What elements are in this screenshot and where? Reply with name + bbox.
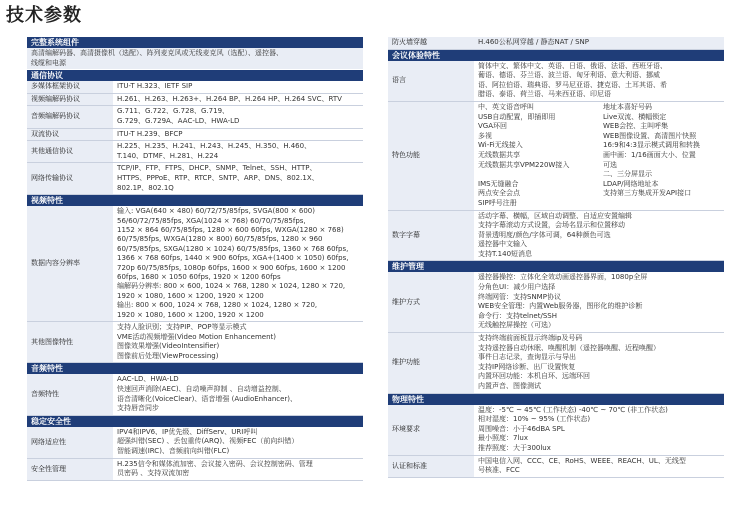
section-header-security: 稳定安全性 (27, 416, 363, 427)
spec-value: G.711、G.722、G.728、G.719、 G.729、G.729A、AAC-LD、HWA-LD (117, 107, 240, 125)
spec-row (27, 106, 363, 128)
spec-label: 特色功能 (388, 102, 474, 210)
section-header-conference: 会议体验特性 (388, 50, 724, 61)
spec-value: IPV4和IPV6、IP优先级、DiffServ、URI呼叫 超强纠错(SEC) 、丢包重传(ARQ)、视频FEC（前向纠错） 智能调速(IRC)、音频前向纠错(FLC) (117, 427, 299, 455)
left-spec-column (27, 37, 363, 481)
spec-row (27, 427, 363, 459)
spec-row (388, 272, 724, 333)
spec-value: 活动字幕、横幅，区域自动调整、自适应安置编辑 支持字幕滚动方式设置，会场名显示和位置移动 背景透明度/颜色/字体可调，64种颜色可选 遥控器中文输入 支持T.140短消息 (478, 211, 632, 258)
spec-row (27, 374, 363, 415)
spec-value: 输入: VGA(640 × 480) 60/72/75/85fps, SVGA(800 × 600) 56/60/72/75/85fps, XGA(1024 × 768) 60/70/75/85fps, 1152 × 864 60/75/85fps, 1280 × 600 60fps, WXGA(1280 × 768) 60/75/85fps, WXGA(1280 × 800) 60/75/85fps, 1280 × 960 60/75/85fps, SXGA(1280 × 1024) 60/75/85fps, 1360 × 768 60fps, 1366 × 768 60fps, 1440 × 900 60fps, XGA+(1400 × 1050) 60fps, 720p 60/75/85fps, 1080p 60fps, 1600 × 900 60fps, 1600 × 1200 60fps, 1680 × 1050 60fps, 1920 × 1200 60fps 编解码分辨率: 800 × 600, 1024 × 768, 1280 × 1024, 1280 × 720, 1920 × 1080, 1600 × 1200, 1920 × 1200 输出: 800 × 600, 1024 × 768, 1280 × 1024, 1280 × 720, 1920 × 1080, 1600 × 1200, 1920 × 1200 (117, 207, 349, 319)
spec-row (388, 102, 724, 211)
section-header-maintenance: 维护管理 (388, 261, 724, 272)
spec-row (388, 456, 724, 478)
spec-label: 多媒体框架协议 (27, 81, 113, 93)
spec-label: 环境要求 (388, 405, 474, 455)
spec-label: 其他图像特性 (27, 322, 113, 362)
spec-row (27, 94, 363, 107)
spec-label: 音频编解码协议 (27, 106, 113, 127)
section-header-audio: 音频特性 (27, 363, 363, 374)
spec-value: H.460公私网穿越 / 静态NAT / SNP (478, 38, 590, 46)
spec-row (388, 405, 724, 456)
spec-label: 维护功能 (388, 333, 474, 393)
spec-label: 维护方式 (388, 272, 474, 332)
spec-row (388, 211, 724, 262)
page-title: 技术参数 (6, 5, 82, 26)
spec-label: 其他通信协议 (27, 141, 113, 162)
spec-label: 双流协议 (27, 129, 113, 141)
spec-label: 音频特性 (27, 374, 113, 414)
spec-row (388, 37, 724, 50)
spec-row (27, 459, 363, 481)
section-header-system: 完整系统组件 (27, 37, 363, 48)
spec-value: H.235信令和媒体流加密、会议接入密码、会议控制密码、管理 员密码 、支持双流加密 (117, 459, 313, 478)
spec-row (27, 129, 363, 142)
spec-label: 认证和标准 (388, 456, 474, 477)
spec-row (27, 163, 363, 195)
spec-value: ITU-T H.323、IETF SIP (117, 82, 193, 91)
spec-label: 数据内容分辨率 (27, 206, 113, 321)
right-spec-column (388, 37, 724, 478)
feature-columns (474, 102, 724, 210)
spec-value: 支持终端前面板显示终端ip及号码 支持遥控器自动休眠、唤醒机制（遥控器唤醒、近程唤醒） 事件日志记录，查询显示与导出 支持IP网络诊断、出厂设置恢复 内置环回功能：本机自环、远端环回 内置声音、图像测试 (478, 334, 660, 390)
spec-row (27, 81, 363, 94)
spec-label: 安全性管理 (27, 459, 113, 480)
spec-row (27, 322, 363, 363)
spec-label: 网络传输协议 (27, 163, 113, 194)
spec-row (388, 333, 724, 394)
spec-value: ITU-T H.239、BFCP (117, 129, 183, 138)
section-header-physical: 物理特性 (388, 394, 724, 405)
spec-label: 语言 (388, 61, 474, 101)
spec-value-col2: 地址本喜好号码 Live双流、横幅锁定 WEB会控、主叫呼集 WEB图像设置、高清图片快照 16:9和4:3显示模式调用和转换 画中画：1/16画面大小、位置 可选 二、三分屏显示 LDAP/网络地址本 支持第三方集成开发API接口 (603, 102, 700, 198)
spec-label: 数字字幕 (388, 211, 474, 261)
spec-value: TCP/IP、FTP、FTPS、DHCP、SNMP、Telnet、SSH、HTTP、 HTTPS、PPPoE、RTP、RTCP、SNTP、ARP、DNS、802.1X、 802.1P、802.1Q (117, 164, 319, 192)
spec-row (388, 61, 724, 102)
system-components-row (27, 48, 363, 70)
spec-label: 视频编解码协议 (27, 94, 113, 106)
spec-value: H.261、H.263、H.263+、H.264 BP、H.264 HP、H.264 SVC、RTV (117, 94, 342, 103)
spec-value: H.225、H.235、H.241、H.243、H.245、H.350、H.460、 T.140、DTMF、H.281、H.224 (117, 142, 312, 160)
spec-label: 防火墙穿越 (388, 37, 474, 49)
spec-value: 中国电信入网、CCC、CE、RoHS、WEEE、REACH、UL、无线型 号核准、FCC (478, 456, 686, 475)
spec-value: 温度：-5℃ ~ 45℃ (工作状态) -40℃ ~ 70℃ (非工作状态) 相对湿度：10% ~ 95% (工作状态) 周围噪音：小于46dBA SPL 最小照度：7lux 推荐照度：大于300lux (478, 405, 668, 452)
spec-row (27, 141, 363, 163)
spec-label: 网络适应性 (27, 427, 113, 458)
spec-row (27, 206, 363, 322)
system-components-text: 高清编解码器、高清摄像机（选配）、阵列麦克风或无线麦克风（选配）、遥控器、 线缆和电源 (31, 49, 283, 67)
spec-value: AAC-LD、HWA-LD 快速回声消除(AEC)、自动噪声抑制 、自动增益控制、 语音清晰化(VoiceClear)、语音增强 (AudioEnhancer)、 支持唇音同步 (117, 375, 298, 413)
spec-value: 简体中文、繁体中文、英语、日语、俄语、法语、西班牙语、 葡语、德语、芬兰语、波兰语、匈牙利语、意大利语、挪威 语、阿拉伯语、瑞典语、罗马尼亚语、捷克语、土耳其语、希 腊语、泰语、荷兰语、马来西亚语、印尼语 (478, 61, 667, 99)
spec-value: 遥控器操控：立体化全效动画遥控器界面，1080p全屏 分角色UI：减少用户选择 终端网管：支持SNMP协议 WEB安全管理：内置Web服务器，图形化的维护诊断 命令行：支持telnet/SSH 无线触控屏操控（可选） (478, 273, 648, 330)
spec-value-col1: 中、英文语音呼叫 USB自动配置，即插即用 VGA环回 多视 Wi-Fi无线接入 无线数据共享 无线数据共享VPM220W接入 IMS无缝融合 两点安全会点 SIP呼号注册 (478, 102, 570, 207)
spec-value: 支持人脸识别；支持PIP、POP等显示模式 VME活动视频增强(Video Motion Enhancement) 图像效果增强(VideoIntensifier) 图像前后处理(ViewProcessing) (117, 323, 276, 360)
section-header-protocols: 通信协议 (27, 70, 363, 81)
section-header-video: 视频特性 (27, 195, 363, 206)
